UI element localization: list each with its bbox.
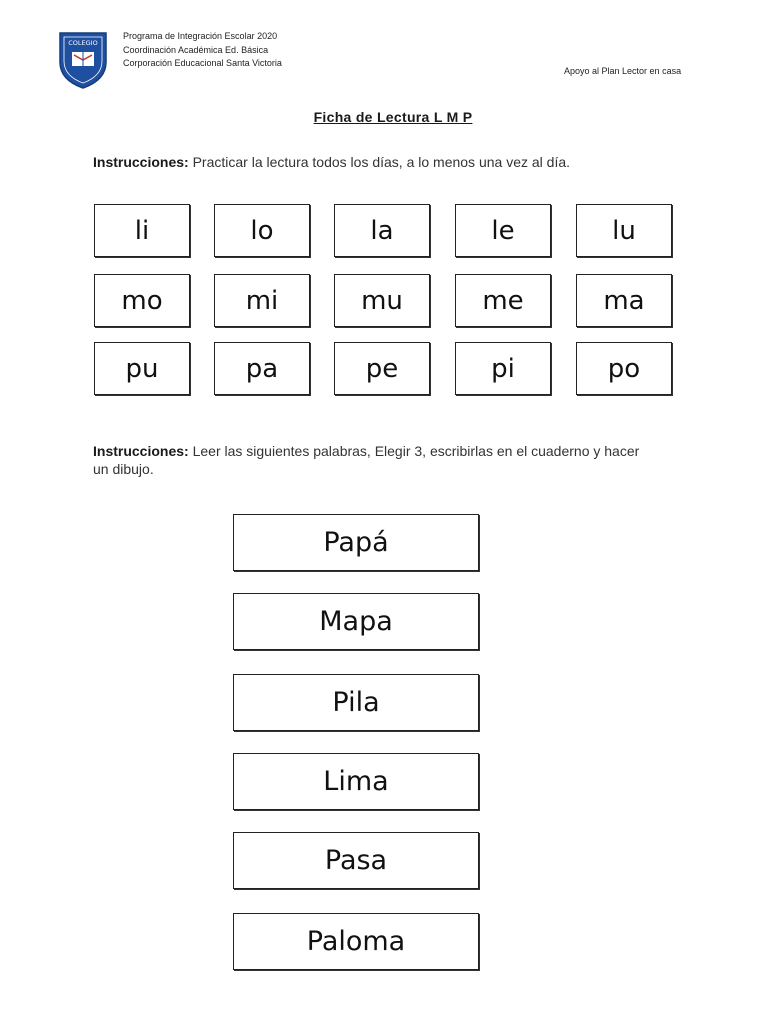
instructions-1 <box>93 153 570 171</box>
syllable-box: mo <box>94 274 190 327</box>
header-lines <box>123 30 282 71</box>
syllable-box: pe <box>334 342 430 395</box>
syllable-box: me <box>455 274 551 327</box>
instructions-2 <box>93 442 653 478</box>
syllable-box: ma <box>576 274 672 327</box>
word-box: Pasa <box>233 832 479 889</box>
header-line-1: Programa de Integración Escolar 2020 <box>123 31 278 41</box>
syllable-box: lu <box>576 204 672 257</box>
logo-text: COLEGIO <box>68 39 98 47</box>
header-right-note: Apoyo al Plan Lector en casa <box>564 66 682 76</box>
syllable-box: mu <box>334 274 430 327</box>
syllable-box: pi <box>455 342 551 395</box>
syllable-box: le <box>455 204 551 257</box>
word-box: Pila <box>233 674 479 731</box>
syllable-box: pa <box>214 342 310 395</box>
instructions-1-label: Instrucciones: <box>93 154 189 170</box>
syllable-box: pu <box>94 342 190 395</box>
school-logo <box>58 30 108 90</box>
instructions-2-text: Leer las siguientes palabras, Elegir 3, escribirlas en el cuaderno y hacer un dibujo. <box>93 443 640 477</box>
syllable-box: lo <box>214 204 310 257</box>
instructions-2-label: Instrucciones: <box>93 443 189 459</box>
instructions-1-text: Practicar la lectura todos los días, a lo menos una vez al día. <box>188 154 571 170</box>
syllable-box: li <box>94 204 190 257</box>
header-line-3: Corporación Educacional Santa Victoria <box>123 58 282 68</box>
word-box: Paloma <box>233 913 479 970</box>
page-title: Ficha de Lectura L M P <box>313 109 473 125</box>
syllable-box: po <box>576 342 672 395</box>
syllable-box: la <box>334 204 430 257</box>
header-line-2: Coordinación Académica Ed. Básica <box>123 44 269 55</box>
syllable-box: mi <box>214 274 310 327</box>
word-box: Mapa <box>233 593 479 650</box>
word-box: Lima <box>233 753 479 810</box>
word-box: Papá <box>233 514 479 571</box>
